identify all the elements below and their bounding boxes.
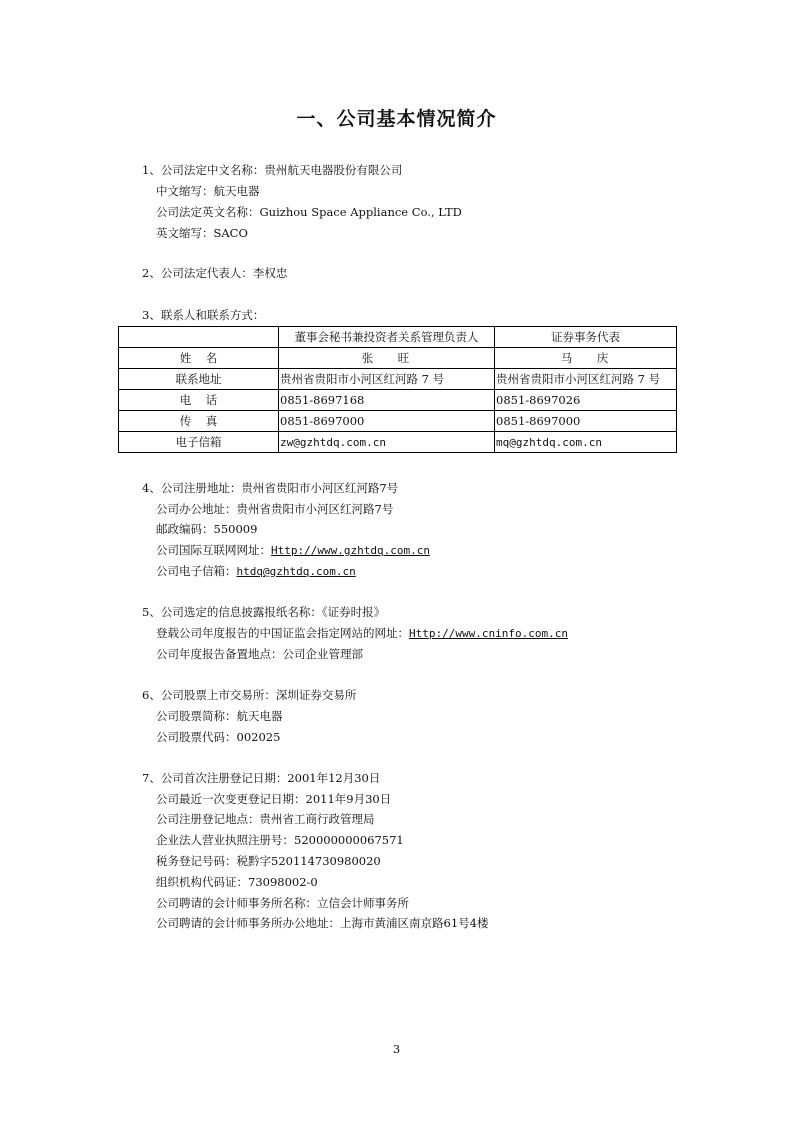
secretary-phone: 0851-8697168 [279,390,495,411]
secretary-fax: 0851-8697000 [279,411,495,432]
row-label-name: 姓 名 [119,348,279,369]
secretary-address: 贵州省贵阳市小河区红河路 7 号 [279,369,495,390]
stock-exchange: 6、公司股票上市交易所：深圳证券交易所 [142,688,357,702]
header-cell-secretary: 董事会秘书兼投资者关系管理负责人 [279,327,495,348]
company-email-link[interactable]: htdq@gzhtdq.com.cn [236,565,356,578]
page-number: 3 [392,1042,401,1056]
securities-rep-name: 马 庆 [495,348,677,369]
stock-code: 公司股票代码：002025 [156,730,281,744]
secretary-name: 张 旺 [279,348,495,369]
secretary-email: zw@gzhtdq.com.cn [279,432,495,453]
contacts-table [118,326,677,453]
business-license-number: 企业法人营业执照注册号：520000000067571 [156,833,404,847]
report-location: 公司年度报告备置地点：公司企业管理部 [156,647,363,661]
office-address: 公司办公地址：贵州省贵阳市小河区红河路7号 [156,502,394,516]
table-row [119,411,677,432]
english-abbreviation: 英文缩写：SACO [156,226,248,240]
company-chinese-name: 1、公司法定中文名称：贵州航天电器股份有限公司 [142,163,403,177]
first-registration-date: 7、公司首次注册登记日期：2001年12月30日 [142,771,381,785]
header-cell-securities-rep: 证券事务代表 [495,327,677,348]
organization-code: 组织机构代码证：73098002-0 [156,875,318,889]
table-row [119,390,677,411]
securities-rep-email: mq@gzhtdq.com.cn [495,432,677,453]
accounting-firm-address: 公司聘请的会计师事务所办公地址：上海市黄浦区南京路61号4楼 [156,916,489,930]
row-label-fax: 传 真 [119,411,279,432]
last-change-date: 公司最近一次变更登记日期：2011年9月30日 [156,792,392,806]
header-cell-empty [119,327,279,348]
table-row [119,348,677,369]
securities-rep-fax: 0851-8697000 [495,411,677,432]
website-link[interactable]: Http://www.gzhtdq.com.cn [271,544,430,557]
company-email-line [156,564,356,579]
report-website-line [156,626,568,641]
report-website-link[interactable]: Http://www.cninfo.com.cn [409,627,568,640]
tax-registration-number: 税务登记号码：税黔字520114730980020 [156,854,381,868]
report-website-label: 登载公司年度报告的中国证监会指定网站的网址： [156,626,409,640]
accounting-firm-name: 公司聘请的会计师事务所名称：立信会计师事务所 [156,896,409,910]
registration-place: 公司注册登记地点：贵州省工商行政管理局 [156,812,375,826]
company-email-label: 公司电子信箱： [156,564,237,578]
chinese-abbreviation: 中文缩写：航天电器 [156,184,260,198]
legal-representative: 2、公司法定代表人：李权忠 [142,266,288,280]
website-label: 公司国际互联网网址： [156,543,271,557]
page-title: 一、公司基本情况简介 [296,108,497,130]
registered-address: 4、公司注册地址：贵州省贵阳市小河区红河路7号 [142,481,399,495]
company-english-name: 公司法定英文名称：Guizhou Space Appliance Co., LTD [156,205,462,219]
table-row [119,432,677,453]
row-label-phone: 电 话 [119,390,279,411]
stock-short-name: 公司股票简称：航天电器 [156,709,283,723]
website-line [156,543,430,558]
row-label-address: 联系地址 [119,369,279,390]
table-header-row [119,327,677,348]
securities-rep-address: 贵州省贵阳市小河区红河路 7 号 [495,369,677,390]
table-row [119,369,677,390]
postal-code: 邮政编码：550009 [156,522,258,536]
contacts-heading: 3、联系人和联系方式： [142,308,265,322]
row-label-email: 电子信箱 [119,432,279,453]
securities-rep-phone: 0851-8697026 [495,390,677,411]
disclosure-newspaper: 5、公司选定的信息披露报纸名称：《证券时报》 [142,605,386,619]
